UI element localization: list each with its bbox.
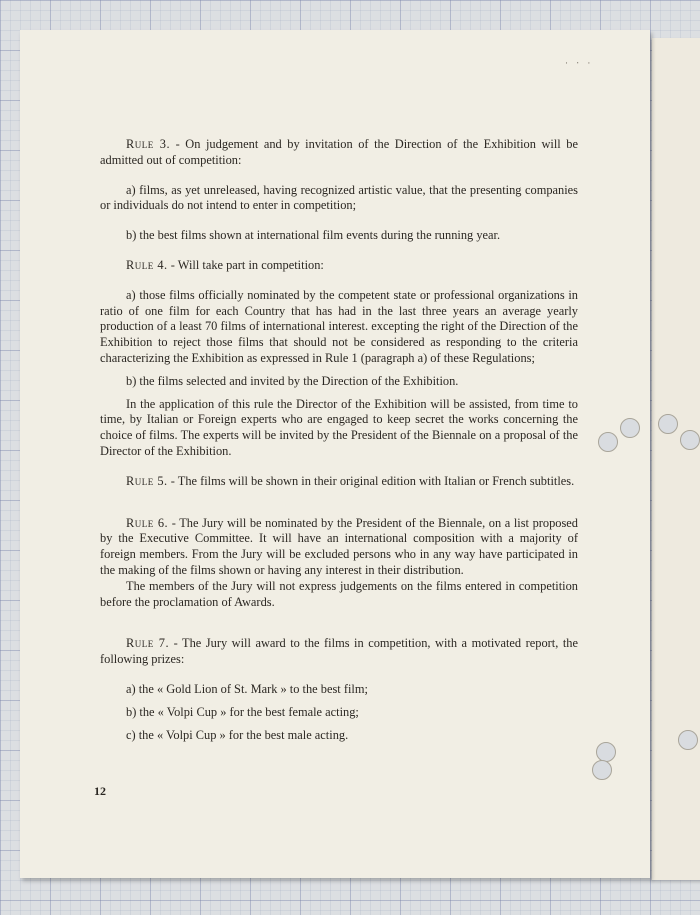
rule-5 — [100, 474, 578, 490]
rule-4 — [100, 258, 578, 274]
rule-7-heading: Rule 7. — [126, 636, 170, 651]
rule-3 — [100, 137, 578, 169]
rule-5-heading: Rule 5. — [126, 473, 168, 488]
punch-hole — [658, 414, 678, 434]
punch-hole — [598, 432, 618, 452]
rule-3-text: - On judgement and by invitation of the Direction of the Exhibition will be admitted out of competition: — [100, 137, 578, 167]
punch-hole — [592, 760, 612, 780]
punch-hole — [678, 730, 698, 750]
rule-4-text: - Will take part in competition: — [167, 257, 324, 272]
rule-3-item-a: a) films, as yet unreleased, having recognized artistic value, that the presenting companies or individuals do not intend to enter in competition; — [100, 182, 578, 213]
page-number: 12 — [94, 784, 106, 798]
rule-7-text: - The Jury will award to the films in competition, with a motivated report, the following prizes: — [100, 636, 578, 667]
rule-4-item-a: a) those films officially nominated by the competent state or professional organizations in ratio of one film for each Country that has had in the last three years an average yearly production of a least 70 films of international interest. excepting the right of the Direction of the Exhibition to reject those films that should not be considered as responding to the criteria characterizing the Exhibition as expressed in Rule 1 (paragraph a) of these Regulations; — [100, 287, 578, 365]
punch-hole — [620, 418, 640, 438]
rule-7 — [100, 636, 578, 668]
rule-4-note: In the application of this rule the Director of the Exhibition will be assisted, from time to time, by Italian or Foreign experts who are engaged to keep secret the works concerning the choice of films. The experts will be invited by the President of the Biennale on a proposal of the Director of the Exhibition. — [100, 396, 578, 458]
rule-6-heading: Rule 6. — [126, 515, 169, 530]
adjacent-page — [652, 38, 700, 880]
regulations-text — [100, 137, 578, 743]
rule-5-text: - The films will be shown in their original edition with Italian or French subtitles. — [167, 473, 575, 488]
rule-3-item-b: b) the best films shown at international film events during the running year. — [126, 228, 501, 243]
rule-4-item-b: b) the films selected and invited by the Direction of the Exhibition. — [126, 373, 459, 388]
rule-7-prize-a: a) the « Gold Lion of St. Mark » to the best film; — [126, 681, 368, 696]
rule-6 — [100, 516, 578, 579]
punch-hole — [596, 742, 616, 762]
punch-hole — [680, 430, 700, 450]
rule-6-text: - The Jury will be nominated by the President of the Biennale, on a list proposed by the Executive Committee. It will have an international composition with a majority of foreign members. From the Jury will be excluded persons who in any way have participated in the making of the films shown or having any interest in their distribution. — [100, 515, 578, 577]
rule-7-prize-b: b) the « Volpi Cup » for the best female acting; — [126, 704, 359, 719]
rule-3-heading: Rule 3. — [126, 137, 171, 151]
rule-7-prize-c: c) the « Volpi Cup » for the best male acting. — [126, 727, 349, 742]
rule-6-note: The members of the Jury will not express judgements on the films entered in competition before the proclamation of Awards. — [100, 578, 578, 609]
rule-4-heading: Rule 4. — [126, 257, 168, 272]
corner-marks: · ‧ · — [565, 58, 594, 68]
